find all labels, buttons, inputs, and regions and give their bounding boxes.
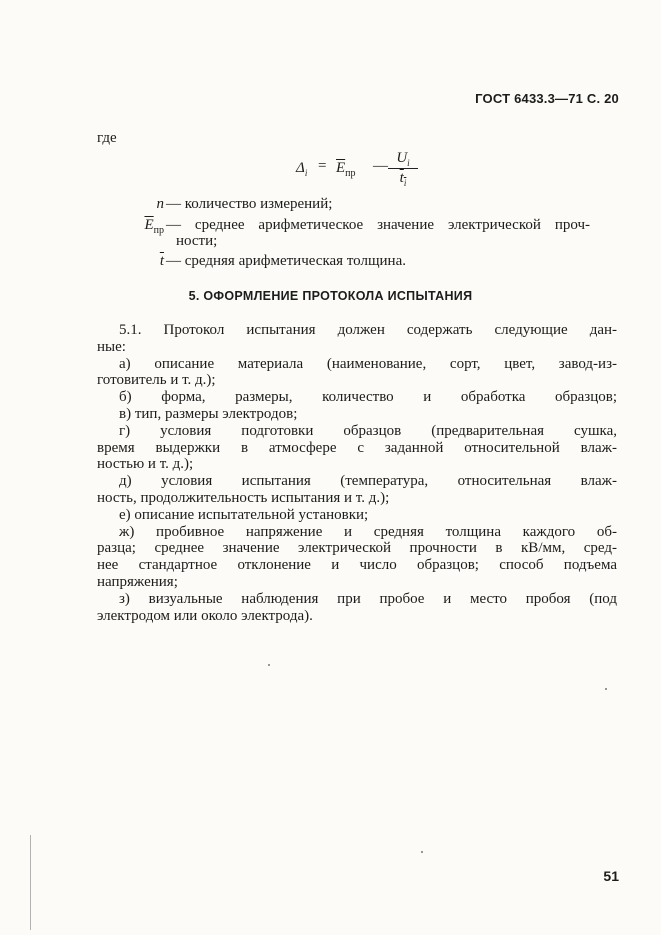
text-line: ность, продолжительность испытания и т. д.); (97, 489, 390, 506)
text-line: б) форма, размеры, количество и обработка образцов; (119, 389, 617, 406)
definition-text: — среднее арифметическое значение электрической проч- (166, 217, 590, 233)
text-line: нее стандартное отклонение и число образцов; способ подъема (97, 557, 617, 574)
formula-numerator: $U_i$ (388, 150, 418, 169)
formula-mean-strength: $\overline{E}_{пр}$ (336, 160, 356, 179)
scan-edge-line (30, 835, 31, 930)
text-line: время выдержки в атмосфере с заданной относительной влаж- (97, 439, 617, 456)
page-header: ГОСТ 6433.3—71 С. 20 (475, 91, 619, 106)
definition-text: — средняя арифметическая толщина. (166, 253, 406, 269)
text-line: напряжения; (97, 573, 178, 590)
page-number: 51 (603, 868, 619, 884)
formula-equals: = (318, 158, 327, 174)
text-line: разца; среднее значение электрической прочности в кВ/мм, сред- (97, 540, 617, 557)
text-line: а) описание материала (наименование, сорт, цвет, завод-из- (119, 355, 617, 372)
text-line: з) визуальные наблюдения при пробое и место пробоя (под (119, 590, 617, 607)
definition-text-continued: ности; (176, 233, 218, 249)
definition-symbol: $\overline{E}_{пр}$ (144, 217, 164, 236)
delta-formula (296, 150, 426, 192)
text-line: е) описание испытательной установки; (119, 506, 369, 523)
text-line: ж) пробивное напряжение и средняя толщина каждого об- (119, 523, 617, 540)
formula-lhs: $\Delta_i$ (296, 160, 308, 178)
where-word: где (97, 130, 117, 146)
definition-symbol: n (156, 196, 164, 212)
scan-speck (421, 851, 423, 853)
protocol-section-body (97, 322, 617, 624)
formula-fraction (388, 150, 418, 192)
section-title: 5. ОФОРМЛЕНИЕ ПРОТОКОЛА ИСПЫТАНИЯ (188, 289, 473, 303)
text-line: г) условия подготовки образцов (предварительная сушка, (119, 422, 617, 439)
definition-symbol: $\overline{t}$ (159, 253, 164, 269)
text-line: готовитель и т. д.); (97, 372, 216, 389)
scan-speck (605, 688, 607, 690)
text-line: ные: (97, 338, 126, 355)
text-line: в) тип, размеры электродов; (119, 405, 298, 422)
text-line: ностью и т. д.); (97, 456, 194, 473)
text-line: 5.1. Протокол испытания должен содержать следующие дан- (119, 322, 617, 338)
text-line: электродом или около электрода). (97, 607, 313, 624)
text-line: д) условия испытания (температура, относительная влаж- (119, 473, 617, 490)
definition-text: — количество измерений; (166, 196, 333, 212)
scan-speck (268, 664, 270, 666)
formula-denominator: $t_i$ (399, 170, 407, 188)
formula-minus: — (373, 158, 388, 174)
